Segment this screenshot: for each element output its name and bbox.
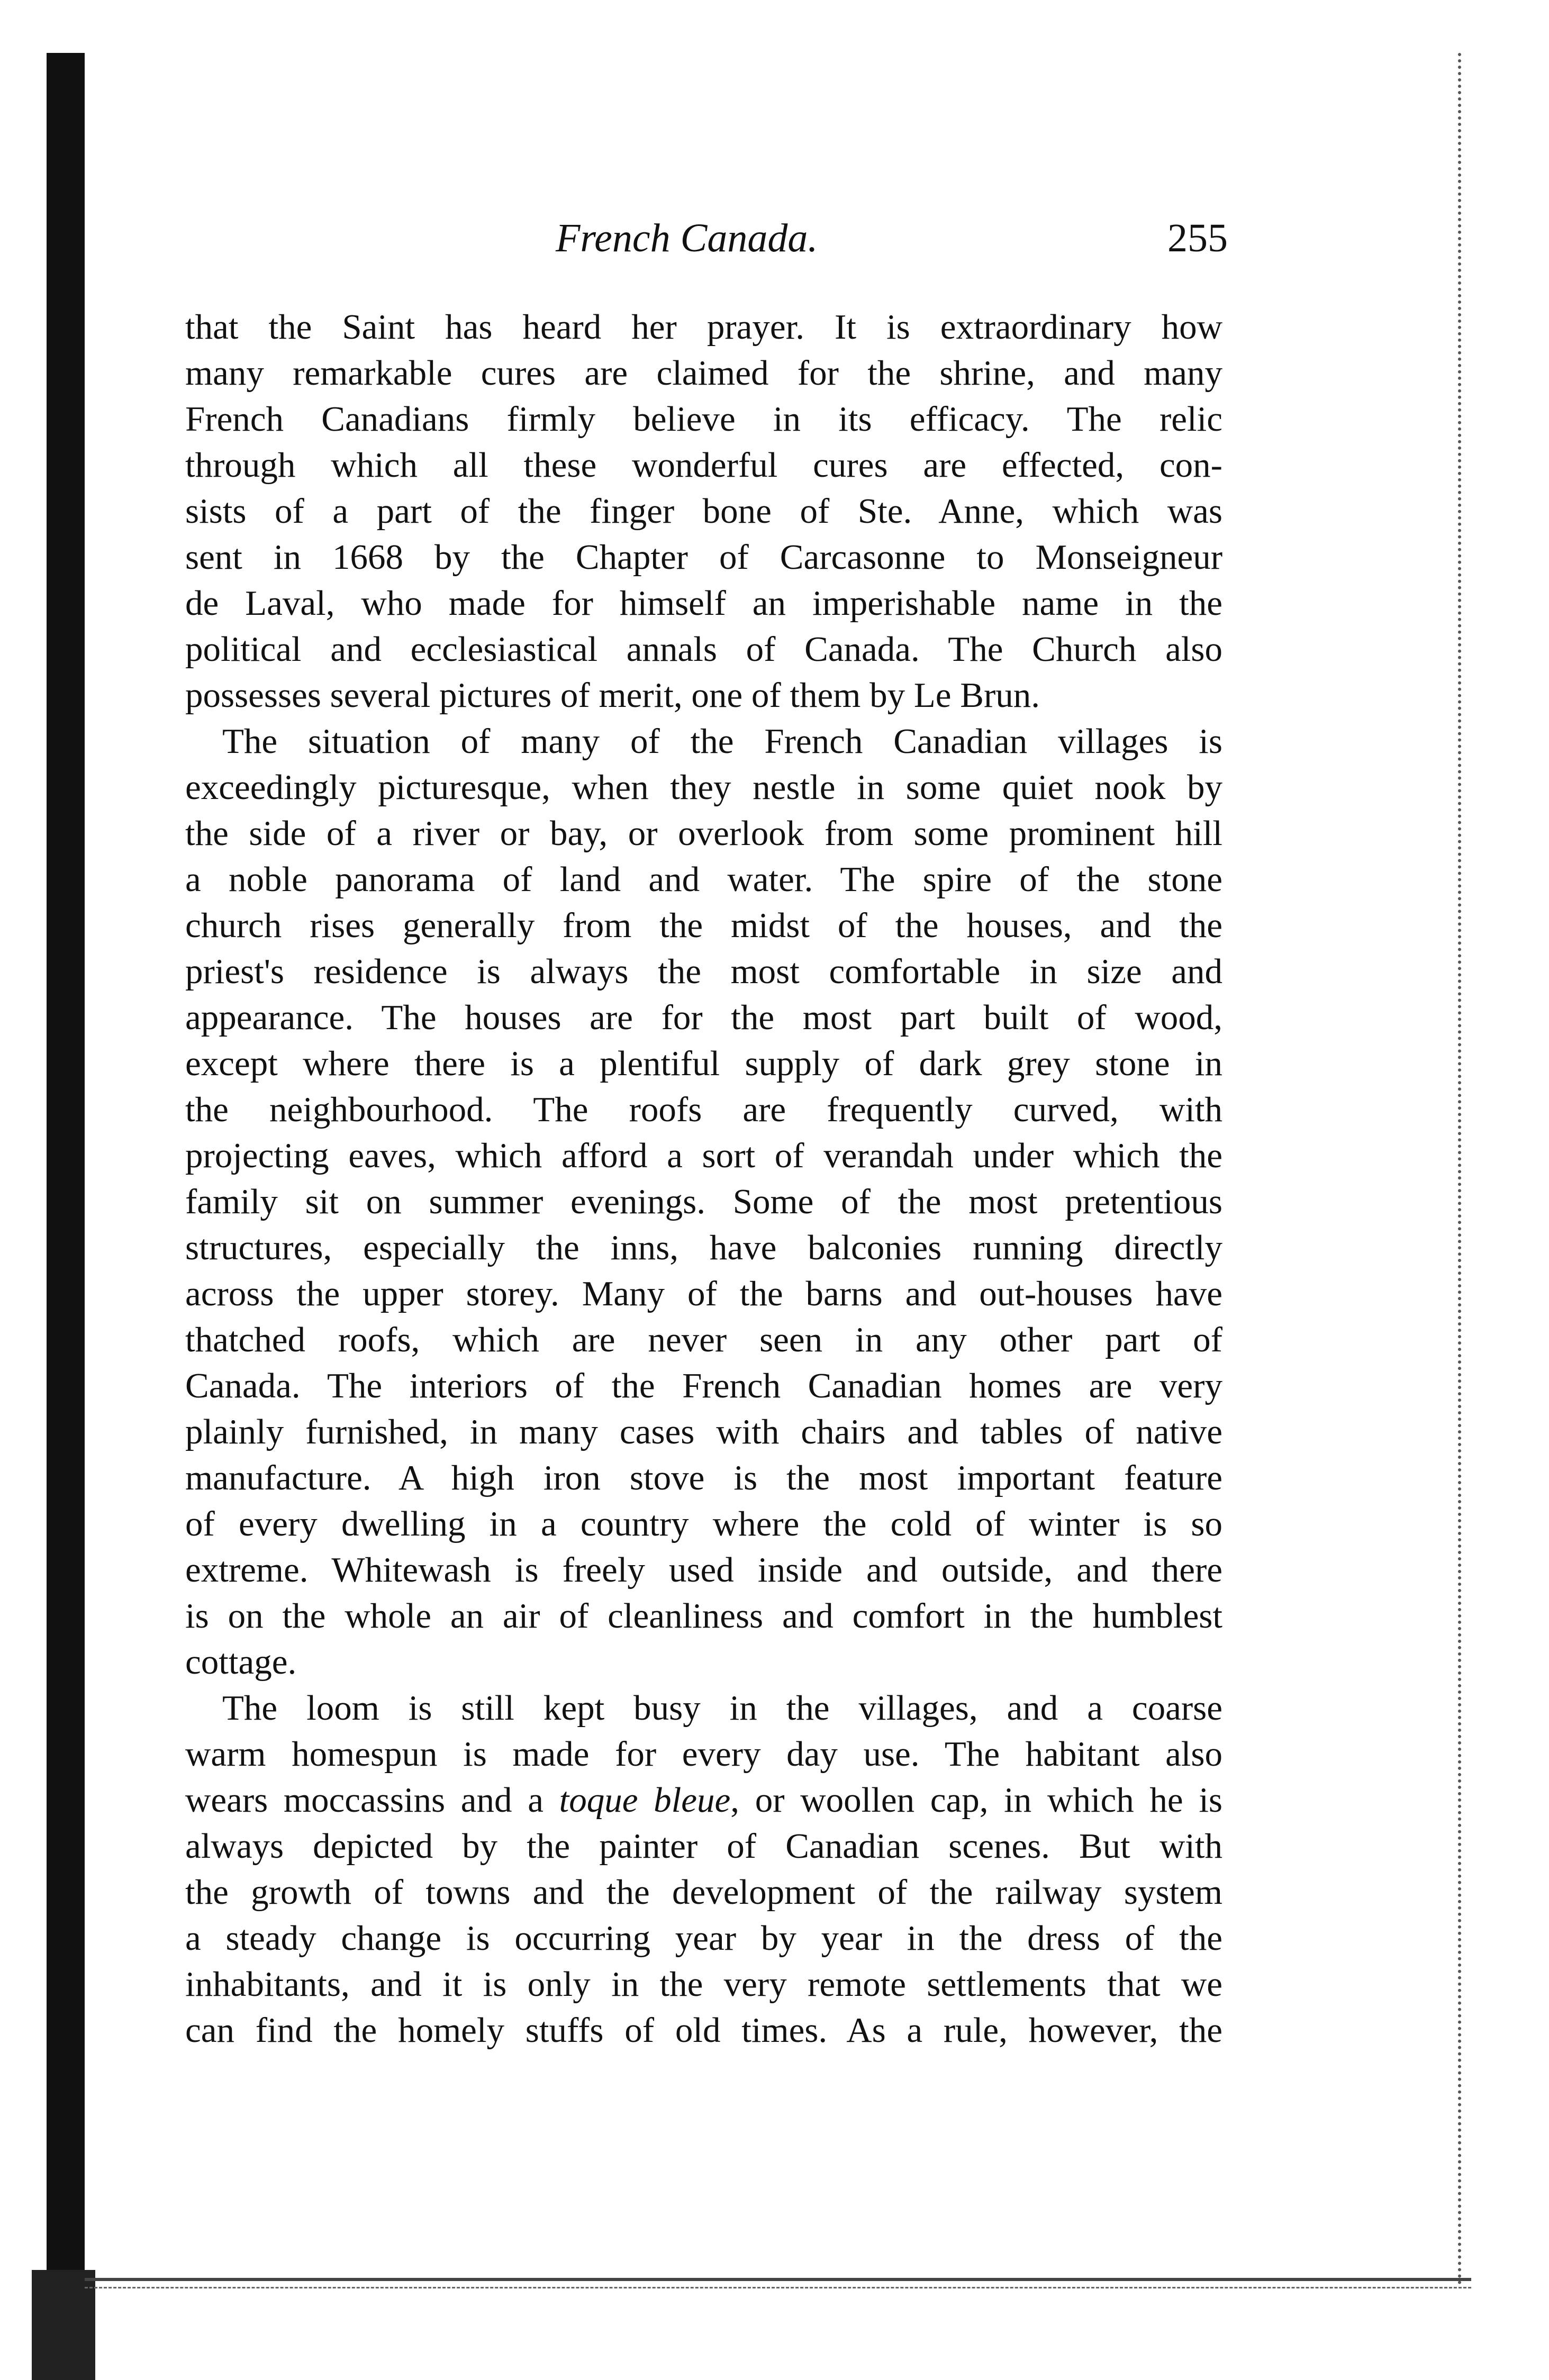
text-line-with-italic [185, 1777, 1222, 1823]
page-edge-right [1458, 53, 1465, 2286]
text-line: extreme. Whitewash is freely used inside and outside, and there [185, 1550, 1222, 1589]
text-line: manufacture. A high iron stove is the most important feature [185, 1458, 1222, 1497]
text-line: across the upper storey. Many of the barns and out-houses have [185, 1274, 1222, 1313]
text-line: French Canadians firmly believe in its efficacy. The relic [185, 399, 1222, 439]
text-line: plainly furnished, in many cases with chairs and tables of native [185, 1412, 1222, 1451]
text-line: exceedingly picturesque, when they nestle in some quiet nook by [185, 768, 1222, 807]
page-header [196, 212, 1228, 265]
text-line: of every dwelling in a country where the cold of winter is so [185, 1504, 1222, 1543]
paragraph-start-line: The loom is still kept busy in the villages, and a coarse [222, 1688, 1222, 1728]
body-text [185, 304, 1222, 2054]
text-line: de Laval, who made for himself an imperishable name in the [185, 584, 1222, 623]
text-line: the side of a river or bay, or overlook from some prominent hill [185, 814, 1222, 853]
text-line: warm homespun is made for every day use. The habitant also [185, 1734, 1222, 1774]
text-line: except where there is a plentiful supply of dark grey stone in [185, 1044, 1222, 1083]
text-line: through which all these wonderful cures are effected, con- [185, 446, 1222, 485]
text-line: family sit on summer evenings. Some of the most pretentious [185, 1182, 1222, 1221]
running-title: French Canada. [556, 216, 818, 260]
text-line: the neighbourhood. The roofs are frequently curved, with [185, 1090, 1222, 1129]
text-line: church rises generally from the midst of the houses, and the [185, 906, 1222, 945]
page-number: 255 [1167, 216, 1228, 260]
text-line: is on the whole an air of cleanliness and comfort in the humblest [185, 1596, 1222, 1636]
text-line: Canada. The interiors of the French Canadian homes are very [185, 1366, 1222, 1405]
text-line: can find the homely stuffs of old times. As a rule, however, the [185, 2011, 1222, 2050]
text-line: priest's residence is always the most comfortable in size and [185, 952, 1222, 991]
text-line: sent in 1668 by the Chapter of Carcasonne to Monseigneur [185, 538, 1222, 577]
text-line: a noble panorama of land and water. The spire of the stone [185, 860, 1222, 899]
text-line: appearance. The houses are for the most part built of wood, [185, 998, 1222, 1037]
text-line: always depicted by the painter of Canadian scenes. But with [185, 1827, 1222, 1866]
binding-edge [47, 53, 85, 2380]
text-line: many remarkable cures are claimed for the shrine, and many [185, 353, 1222, 393]
text-line: inhabitants, and it is only in the very remote settlements that we [185, 1965, 1222, 2004]
text-line: cottage. [185, 1642, 297, 1682]
paragraph-start-line: The situation of many of the French Canadian villages is [222, 722, 1222, 761]
text-line: a steady change is occurring year by year in the dress of the [185, 1919, 1222, 1958]
text-line: structures, especially the inns, have balconies running directly [185, 1228, 1222, 1267]
text-line: possesses several pictures of merit, one of them by Le Brun. [185, 676, 1040, 715]
text-line: the growth of towns and the development of the railway system [185, 1873, 1222, 1912]
bottom-rule [85, 2278, 1471, 2281]
text-line: thatched roofs, which are never seen in any other part of [185, 1320, 1222, 1359]
text-line: projecting eaves, which afford a sort of verandah under which the [185, 1136, 1222, 1175]
text-line: sists of a part of the finger bone of Ste. Anne, which was [185, 492, 1222, 531]
text-segment: , or woollen cap, in which he is [730, 1781, 1223, 1820]
bottom-rule-dashed [85, 2287, 1471, 2288]
text-segment: wears moccassins and a [185, 1781, 559, 1820]
text-line: that the Saint has heard her prayer. It is extraordinary how [185, 307, 1222, 347]
italic-term: toque bleue [559, 1781, 731, 1820]
text-line: political and ecclesiastical annals of Canada. The Church also [185, 630, 1222, 669]
